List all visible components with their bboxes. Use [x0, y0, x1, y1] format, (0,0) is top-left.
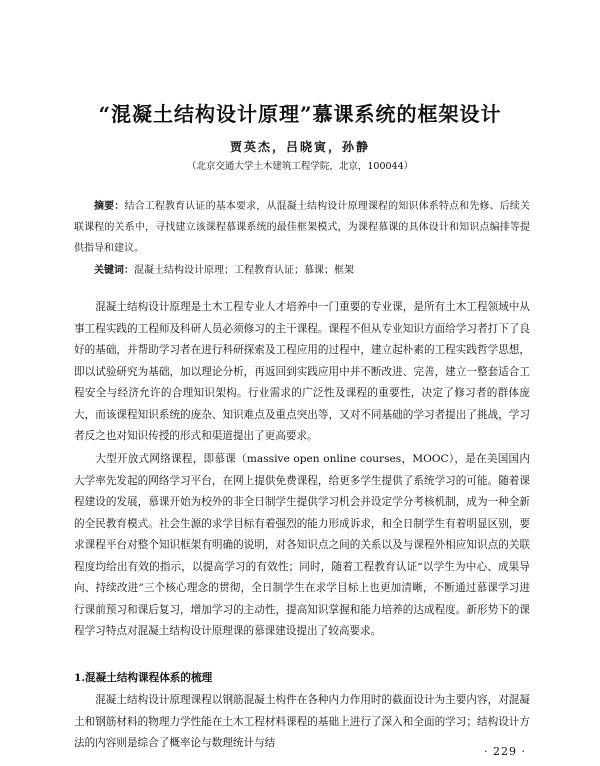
page-number: · 229 · [484, 745, 526, 758]
keywords [74, 260, 530, 281]
abstract [74, 196, 530, 259]
body-paragraph-3: 混凝土结构设计原理课程以钢筋混凝土构件在各种内力作用时的截面设计为主要内容，对混凝土和钢筋材料的物理力学性能在土木工程材料课程的基础上进行了深入和全面的学习；结构设计方法的内容则是综合了概率论与数理统计与结 [74, 694, 530, 749]
body-paragraph-2: 大型开放式网络课程，即慕课（massive open online courses，MOOC），是在美国国内大学率先发起的网络学习平台，在网上提供免费课程，给更多学生提供了系统学习的可能。随着课程建设的发展，慕课开始为校外的非全日制学生提供学习机会并设定学分考核机制，成为一种全新的全民教育模式。社会生源的求学目标有着强烈的能力形成诉求，和全日制学生有着明显区别，要求课程平台对整个知识框架有明确的说明，对各知识点之间的关系以及与课程外相应知识点的关联程度均给出有效的指示，以提高学习的有效性；同时，随着工程教育认证“以学生为中心、成果导向、持续改进”三个核心理念的贯彻，全日制学生在求学目标上也更加清晰，不断通过慕课学习进行课前预习和课后复习，增加学习的主动性，提高知识掌握和能力培养的达成程度。新形势下的课程学习特点对混凝土结构设计原理课的慕课建设提出了较高要求。 [74, 453, 530, 637]
section-heading: 1.混凝土结构课程体系的梳理 [74, 672, 213, 684]
article-authors: 贾英杰，吕晓寅，孙静 [229, 140, 370, 154]
article-title: “混凝土结构设计原理”慕课系统的框架设计 [98, 102, 502, 126]
article-affiliation: （北京交通大学土木建筑工程学院，北京，100044） [186, 161, 414, 172]
abstract-text: 结合工程教育认证的基本要求，从混凝土结构设计原理课程的知识体系特点和先修、后续关联课程的关系中，寻找建立该课程慕课系统的最佳框架模式，为课程慕课的具体设计和知识点编排等提供指导和建议。 [74, 201, 531, 254]
abstract-label: 摘要： [94, 201, 125, 212]
body-paragraph-1: 混凝土结构设计原理是土木工程专业人才培养中一门重要的专业课，是所有土木工程领域中从事工程实践的工程师及科研人员必须修习的主干课程。课程不但从专业知识方面给学习者打下了良好的基础，并帮助学习者在进行科研探索及工程应用的过程中，建立起朴素的工程实践哲学思想，即以试验研究为基础，加以理论分析，再返回到实践应用中并不断改进、完善，建立一整套适合工程安全与经济允许的合理知识架构。行业需求的广泛性及课程的重要性，决定了修习者的群体庞大，而该课程知识系统的庞杂、知识难点及重点突出等，又对不同基础的学习者提出了挑战，学习者反之也对知识传授的形式和渠道提出了更高要求。 [74, 301, 530, 442]
keywords-text: 混凝土结构设计原理；工程教育认证；慕课；框架 [134, 265, 354, 276]
keywords-label: 关键词： [94, 265, 134, 276]
